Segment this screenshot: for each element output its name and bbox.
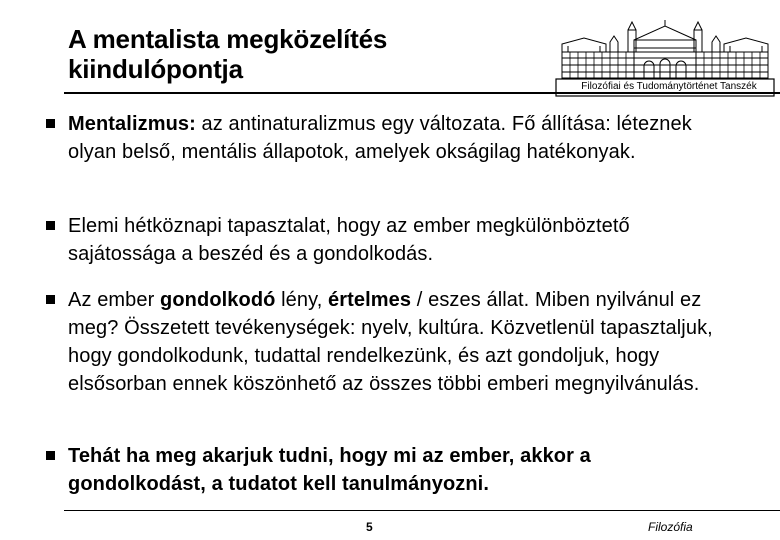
text-run: lény, — [275, 289, 329, 311]
term: Mentalizmus: — [68, 113, 196, 135]
emphasis: Tehát ha meg akarjuk tudni, hogy mi az ember, akkor a gondolkodást, a tudatot kell tanulmányozni. — [68, 445, 591, 495]
text-run: Az ember — [68, 289, 161, 311]
bullet-text — [68, 442, 728, 498]
logo-caption: Filozófiai és Tudománytörténet Tanszék — [581, 81, 757, 92]
square-bullet-icon — [46, 451, 55, 460]
emphasis: értelmes — [328, 289, 412, 311]
bullet-text — [68, 110, 728, 166]
square-bullet-icon — [46, 221, 55, 230]
square-bullet-icon — [46, 295, 55, 304]
title-divider — [64, 92, 780, 94]
bullet-text — [68, 286, 728, 398]
bullet-text — [68, 212, 728, 268]
slide-title-line-1: A mentalista megközelítés — [68, 24, 388, 54]
text-run: / eszes állat. Miben nyilvánul ez meg? Összetett tevékenységek: nyelv, kultúra. Közvetlenül tapasztaljuk, hogy gondolkodunk, tudattal rendelkezünk, és azt gondoljuk, hogy elsősorban ennek köszönhető az összes többi emberi megnyilvánulás. — [68, 289, 713, 395]
slide-title — [68, 24, 528, 84]
slide-title-line-2: kiindulópontja — [68, 54, 243, 84]
department-logo — [554, 18, 776, 98]
text-run: Elemi hétköznapi tapasztalat, hogy az ember megkülönböztető sajátossága a beszéd és a gondolkodás. — [68, 215, 630, 265]
page-number: 5 — [366, 520, 373, 534]
square-bullet-icon — [46, 119, 55, 128]
text-run: az antinaturalizmus egy változata. Fő állítása: léteznek olyan belső, mentális állapotok, amelyek okságilag hatékonyak. — [68, 113, 692, 163]
footer-divider — [64, 510, 780, 511]
emphasis: gondolkodó — [160, 289, 276, 311]
footer-label: Filozófia — [648, 520, 693, 534]
